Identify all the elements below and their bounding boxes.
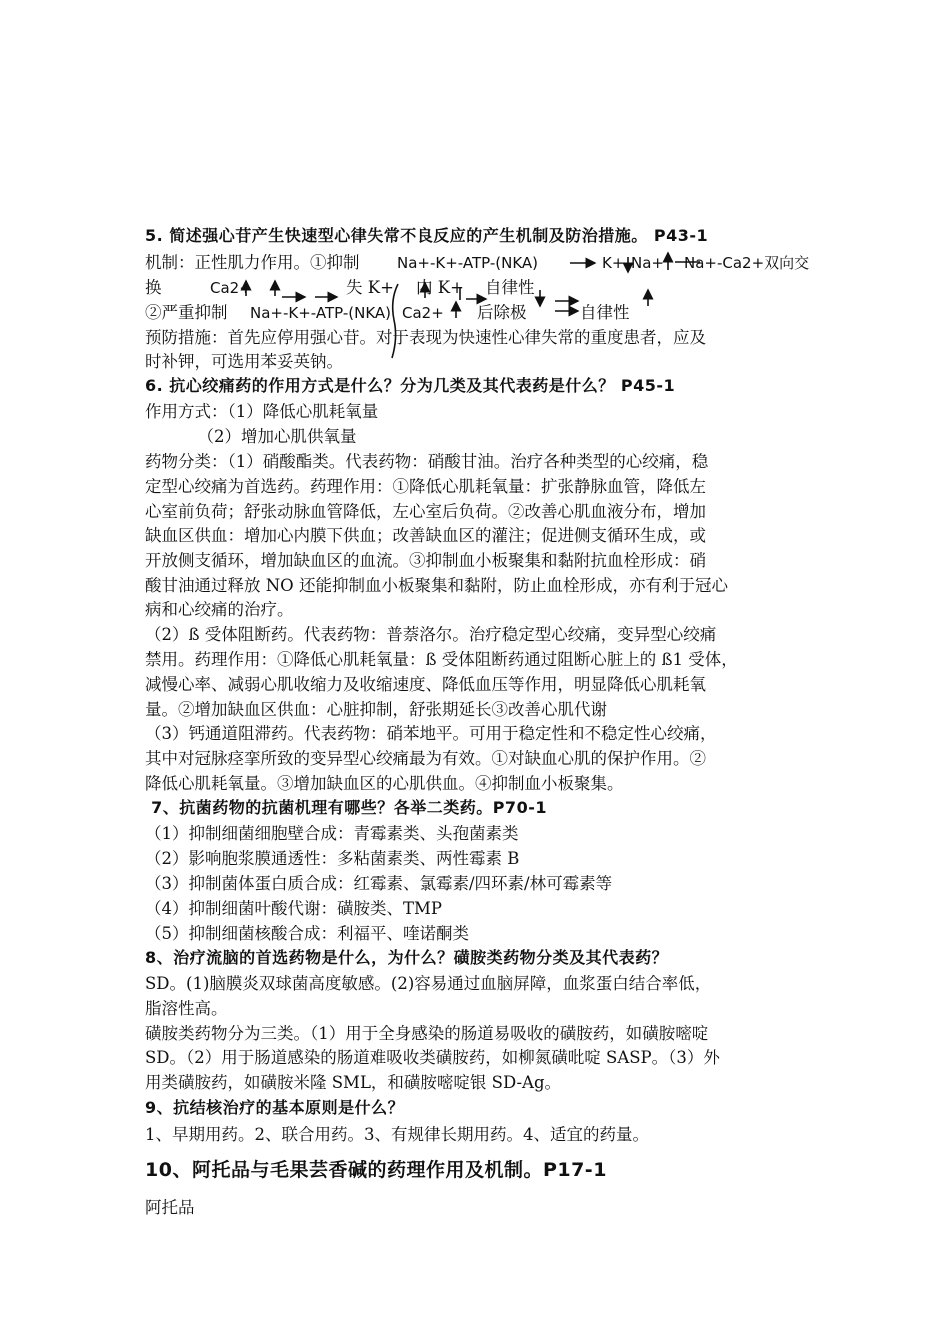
q7-line: （2）影响胞浆膜通透性：多粘菌素类、两性霉素 B — [145, 849, 520, 868]
q7-line: （1）抑制细菌细胞壁合成：青霉素类、头孢菌素类 — [145, 824, 519, 843]
q5-na-ion: Na+ — [631, 254, 664, 272]
q5-heading: 5. 简述强心苷产生快速型心律失常不良反应的产生机制及防治措施。 P43-1 — [145, 226, 709, 245]
q7-line: （4）抑制细菌叶酸代谢：磺胺类、TMP — [145, 899, 442, 918]
q7-line: （5）抑制细菌核酸合成：利福平、喹诺酮类 — [145, 924, 469, 943]
q5-ca-ion-2: Ca2+ — [402, 304, 444, 322]
q8-line: 磺胺类药物分为三类。（1）用于全身感染的肠道易吸收的磺胺药，如磺胺嘧啶 — [145, 1024, 709, 1043]
q6-line: 心室前负荷；舒张动脉血管降低，左心室后负荷。②改善心肌血液分布，增加 — [145, 502, 706, 521]
q6-line: 缺血区供血：增加心内膜下供血；改善缺血区的灌注；促进侧支循环生成，或 — [145, 526, 706, 545]
q5-lose-k: 失 K+ — [346, 278, 394, 297]
q5-na-ca-exchange: Na+-Ca2+双向交 — [684, 254, 810, 272]
q5-severe-inhibit: ②严重抑制 — [145, 303, 228, 322]
q5-ca-ion-1: Ca2+ — [210, 279, 252, 297]
q5-inner-k: 内 K+ — [416, 278, 464, 297]
q5-afterdepolarization: 后除极 — [477, 303, 527, 322]
q6-line: 药物分类：（1）硝酸酯类。代表药物：硝酸甘油。治疗各种类型的心绞痛，稳 — [145, 452, 709, 471]
q8-line: 用类磺胺药，如磺胺米隆 SML，和磺胺嘧啶银 SD-Ag。 — [145, 1073, 562, 1092]
q6-line: 禁用。药理作用：①降低心肌耗氧量：ß 受体阻断药通过阻断心脏上的 ß1 受体， — [145, 650, 738, 669]
q6-line: 作用方式：（1）降低心肌耗氧量 — [145, 402, 379, 421]
q6-line: 酸甘油通过释放 NO 还能抑制血小板聚集和黏附，防止血栓形成，亦有利于冠心 — [145, 576, 728, 595]
q10-text: 阿托品 — [145, 1198, 195, 1217]
q7-heading: 7、抗菌药物的抗菌机理有哪些？各举二类药。P70-1 — [145, 798, 547, 817]
q6-heading: 6. 抗心绞痛药的作用方式是什么？分为几类及其代表药是什么？ P45-1 — [145, 376, 676, 395]
q5-prevention-2: 时补钾，可选用苯妥英钠。 — [145, 352, 343, 371]
q6-line: （2）ß 受体阻断药。代表药物：普萘洛尔。治疗稳定型心绞痛，变异型心绞痛 — [145, 625, 717, 644]
q7-line: （3）抑制菌体蛋白质合成：红霉素、氯霉素/四环素/林可霉素等 — [145, 874, 613, 893]
q9-text: 1、早期用药。2、联合用药。3、有规律长期用药。4、适宜的药量。 — [145, 1125, 649, 1144]
q10-heading: 10、阿托品与毛果芸香碱的药理作用及机制。P17-1 — [145, 1159, 607, 1181]
q5-mechanism-text: 机制：正性肌力作用。①抑制 — [145, 253, 360, 272]
q9-heading: 9、抗结核治疗的基本原则是什么？ — [145, 1098, 405, 1117]
q5-prevention-1: 预防措施：首先应停用强心苷。对于表现为快速性心律失常的重度患者，应及 — [145, 328, 706, 347]
q5-automaticity-2: 自律性 — [580, 303, 630, 322]
q8-line: SD。（2）用于肠道感染的肠道难吸收类磺胺药，如柳氮磺吡啶 SASP。（3）外 — [145, 1048, 720, 1067]
q5-exchange-text: 换 — [145, 278, 162, 297]
q6-line: （2）增加心肌供氧量 — [145, 427, 357, 446]
q6-line: 量。②增加缺血区供血：心脏抑制，舒张期延长③改善心肌代谢 — [145, 700, 607, 719]
q5-pump-1: Na+-K+-ATP-(NKA) — [397, 254, 539, 272]
q5-k-ion: K+ — [602, 254, 625, 272]
q6-line: 定型心绞痛为首选药。药理作用：①降低心肌耗氧量：扩张静脉血管，降低左 — [145, 477, 706, 496]
q6-line: 病和心绞痛的治疗。 — [145, 600, 294, 619]
q6-line: 其中对冠脉痉挛所致的变异型心绞痛最为有效。①对缺血心肌的保护作用。② — [145, 749, 706, 768]
q6-line: 减慢心率、减弱心肌收缩力及收缩速度、降低血压等作用，明显降低心肌耗氧 — [145, 675, 706, 694]
q6-line: （3）钙通道阻滞药。代表药物：硝苯地平。可用于稳定性和不稳定性心绞痛， — [145, 724, 717, 743]
q6-line: 降低心肌耗氧量。③增加缺血区的心肌供血。④抑制血小板聚集。 — [145, 774, 624, 793]
q8-line: SD。(1)脑膜炎双球菌高度敏感。(2)容易通过血脑屏障，血浆蛋白结合率低， — [145, 974, 712, 993]
q6-line: 开放侧支循环，增加缺血区的血流。③抑制血小板聚集和黏附抗血栓形成：硝 — [145, 551, 706, 570]
q5-automaticity-1: 自律性 — [485, 278, 535, 297]
q8-line: 脂溶性高。 — [145, 999, 228, 1018]
q5-pump-2: Na+-K+-ATP-(NKA) — [250, 304, 392, 322]
q8-heading: 8、治疗流脑的首选药物是什么，为什么？磺胺类药物分类及其代表药？ — [145, 948, 669, 967]
